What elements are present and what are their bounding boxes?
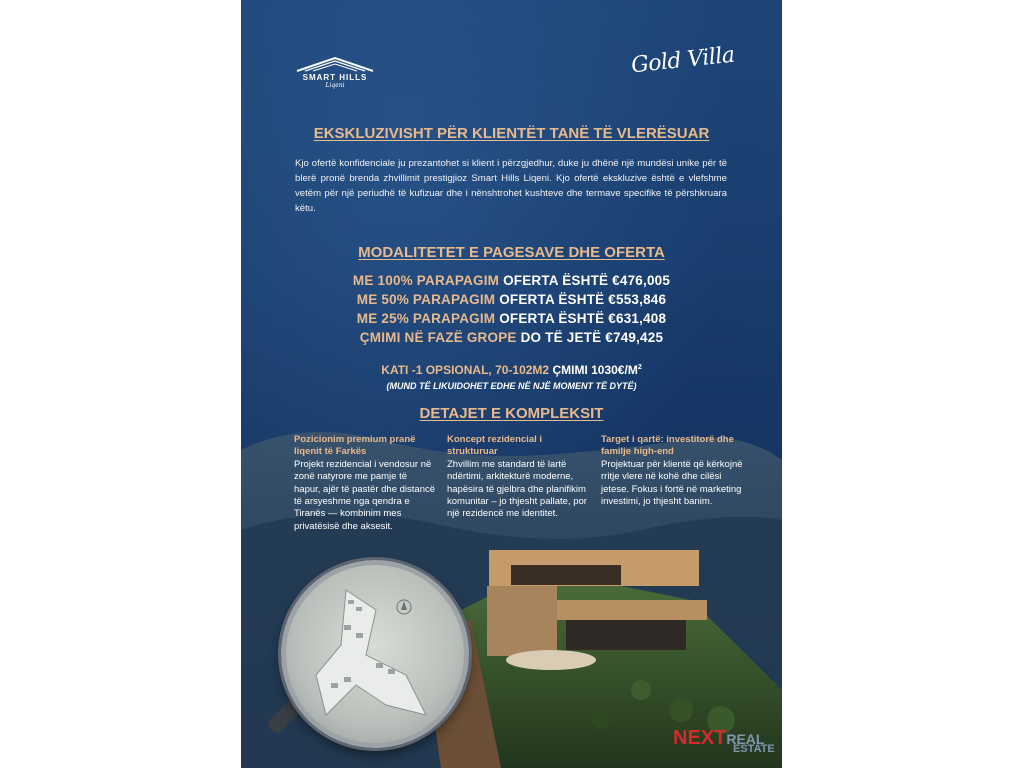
offer-condition: ME 50% PARAPAGIM — [356, 292, 496, 307]
brand-real: REAL — [726, 731, 765, 747]
offer-result: OFERTA ËSHTË €553,846 — [499, 292, 667, 307]
gold-villa-logo: Gold Villa — [629, 42, 736, 79]
offer-line — [241, 330, 782, 345]
detail-title: Target i qartë: investitorë dhe familje high-end — [601, 434, 734, 458]
logo-sub-text: Liqeni — [325, 82, 345, 89]
detail-text: Zhvillim me standard të lartë ndërtimi, arkitekturë moderne, hapësira të gjelbra dhe planifikim komunitar – jo thjesht pallate, por një rezidencë me identitet. — [447, 458, 587, 520]
flyer-page — [241, 0, 782, 768]
brand-next: NEXT — [673, 727, 727, 749]
intro-paragraph: Kjo ofertë konfidenciale ju prezantohet si klient i përzgjedhur, duke ju dhënë një mundësi unike për të blerë pronë brenda zhvillimit prestigjioz Smart Hills Liqeni. Kjo ofertë ekskluzive është e vlefshme vetëm për një periudhë të kufizuar dhe i nënshtrohet kushteve dhe termave specifike të përshkruara këtu. — [295, 158, 727, 214]
next-real-estate-logo — [673, 727, 775, 755]
floor-price: ÇMIMI 1030€/M — [552, 363, 638, 377]
detail-column — [601, 434, 743, 508]
detail-title: Pozicionim premium pranë liqenit të Farkës — [294, 434, 416, 458]
detail-title: Koncept rezidencial i strukturuar — [447, 434, 543, 458]
offer-result: DO TË JETË €749,425 — [520, 330, 664, 345]
detail-text: Projekt rezidencial i vendosur në zonë natyrore me pamje të hapur, ajër të pastër dhe distancë të arsyeshme nga qendra e Tiranës — kombinim mes privatësisë dhe aksesit. — [294, 458, 436, 532]
offer-condition: ÇMIMI NË FAZË GROPE — [359, 330, 517, 345]
brand-estate: ESTATE — [733, 743, 775, 755]
offer-result: OFERTA ËSHTË €631,408 — [499, 311, 667, 326]
floor-unit-superscript: 2 — [637, 364, 642, 371]
magnifier-site-plan — [281, 560, 469, 748]
details-heading: DETAJET E KOMPLEKSIT — [419, 405, 604, 422]
detail-column — [447, 434, 589, 521]
offer-result: OFERTA ËSHTË €476,005 — [503, 273, 671, 288]
smart-hills-logo — [295, 56, 375, 89]
offer-condition: ME 100% PARAPAGIM — [352, 273, 500, 288]
offer-line — [241, 292, 782, 307]
roof-icon — [295, 56, 375, 72]
offer-condition: ME 25% PARAPAGIM — [356, 311, 496, 326]
logo-brand-text: SMART HILLS — [302, 73, 368, 82]
detail-column — [294, 434, 436, 533]
floor-note: (MUND TË LIKUIDOHET EDHE NË NJË MOMENT TË DYTË) — [386, 381, 637, 391]
offer-line — [241, 311, 782, 326]
payments-heading: MODALITETET E PAGESAVE DHE OFERTA — [358, 244, 665, 261]
floor-price-line — [241, 363, 782, 377]
exclusive-heading: EKSKLUZIVISHT PËR KLIENTËT TANË TË VLERËSUAR — [313, 125, 710, 142]
floor-label: KATI -1 OPSIONAL, 70-102M2 — [381, 363, 550, 377]
detail-text: Projektuar për klientë që kërkojnë rritje vlere në kohë dhe cilësi jetese. Fokus i fortë në marketing investimi, jo thjesht banim. — [601, 458, 743, 508]
site-plan-icon — [286, 565, 464, 743]
offer-line — [241, 273, 782, 288]
